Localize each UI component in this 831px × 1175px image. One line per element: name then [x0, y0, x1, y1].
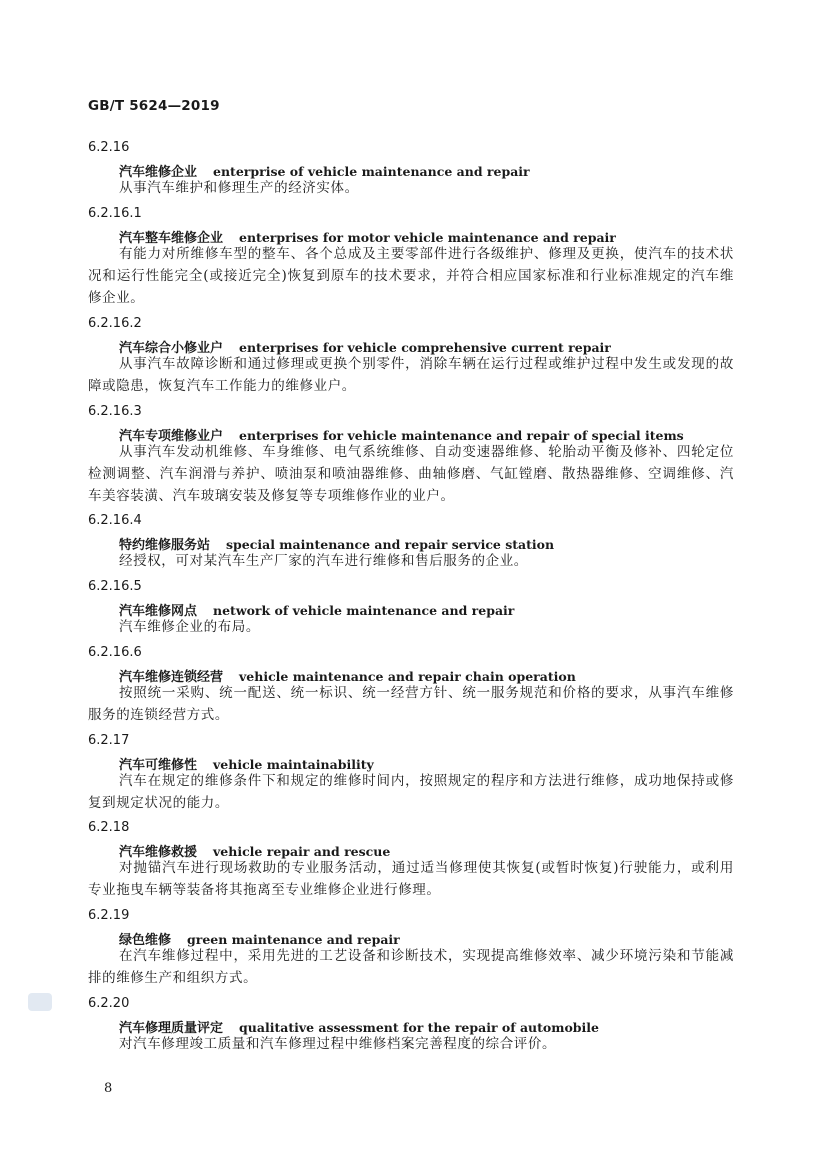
definition: 按照统一采购、统一配送、统一标识、统一经营方针、统一服务规范和价格的要求，从事汽车维修服务的连锁经营方式。 [88, 685, 734, 723]
term-english: special maintenance and repair service station [226, 537, 555, 552]
term-chinese: 汽车修理质量评定 [119, 1021, 224, 1036]
definition: 对抛锚汽车进行现场救助的专业服务活动，通过适当修理使其恢复(或暂时恢复)行驶能力，或利用专业拖曳车辆等装备将其拖离至专业维修企业进行修理。 [88, 860, 734, 898]
term-chinese: 汽车维修连锁经营 [119, 670, 224, 685]
definition: 经授权，可对某汽车生产厂家的汽车进行维修和售后服务的企业。 [119, 553, 528, 569]
definition: 对汽车修理竣工质量和汽车修理过程中维修档案完善程度的综合评价。 [119, 1036, 557, 1052]
watermark-logo-icon [28, 993, 52, 1011]
definition: 从事汽车维护和修理生产的经济实体。 [119, 180, 359, 196]
term-english: enterprises for vehicle maintenance and repair of special items [239, 428, 684, 443]
definition: 从事汽车故障诊断和通过修理或更换个别零件，消除车辆在运行过程或维护过程中发生或发现的故障或隐患，恢复汽车工作能力的维修业户。 [88, 356, 734, 394]
clause-number: 6.2.17 [88, 733, 130, 748]
term-chinese: 汽车整车维修企业 [119, 231, 224, 246]
definition: 汽车维修企业的布局。 [119, 619, 260, 635]
term-english: enterprises for vehicle comprehensive current repair [239, 340, 611, 355]
page-number: 8 [104, 1081, 113, 1096]
clause-number: 6.2.20 [88, 996, 130, 1011]
clause-number: 6.2.16.4 [88, 513, 142, 528]
term-english: enterprise of vehicle maintenance and repair [213, 164, 530, 179]
clause-number: 6.2.19 [88, 908, 130, 923]
clause-number: 6.2.16.2 [88, 316, 142, 331]
term-chinese: 特约维修服务站 [119, 538, 211, 553]
definition: 汽车在规定的维修条件下和规定的维修时间内，按照规定的程序和方法进行维修，成功地保持或修复到规定状况的能力。 [88, 773, 734, 811]
standard-code-header: GB/T 5624—2019 [88, 98, 220, 114]
term-english: network of vehicle maintenance and repair [213, 603, 515, 618]
definition: 从事汽车发动机维修、车身维修、电气系统维修、自动变速器维修、轮胎动平衡及修补、四轮定位检测调整、汽车润滑与养护、喷油泵和喷油器维修、曲轴修磨、气缸镗磨、散热器维修、空调维修、汽车美容装潢、汽车玻璃安装及修复等专项维修作业的业户。 [88, 444, 734, 504]
clause-number: 6.2.16.5 [88, 579, 142, 594]
term-chinese: 汽车专项维修业户 [119, 429, 224, 444]
term-chinese: 汽车综合小修业户 [119, 341, 224, 356]
term-chinese: 汽车维修企业 [119, 165, 198, 180]
term-english: vehicle repair and rescue [213, 844, 391, 859]
term-chinese: 绿色维修 [119, 933, 172, 948]
clause-number: 6.2.16 [88, 140, 130, 155]
definition: 有能力对所维修车型的整车、各个总成及主要零部件进行各级维护、修理及更换，使汽车的技术状况和运行性能完全(或接近完全)恢复到原车的技术要求，并符合相应国家标准和行业标准规定的汽车维修企业。 [88, 246, 734, 306]
term-chinese: 汽车维修网点 [119, 604, 198, 619]
clause-number: 6.2.16.6 [88, 645, 142, 660]
term-english: vehicle maintenance and repair chain operation [239, 669, 576, 684]
definition: 在汽车维修过程中，采用先进的工艺设备和诊断技术，实现提高维修效率、减少环境污染和节能减排的维修生产和组织方式。 [88, 948, 734, 986]
clause-number: 6.2.16.1 [88, 206, 142, 221]
term-english: qualitative assessment for the repair of automobile [239, 1020, 600, 1035]
term-english: vehicle maintainability [213, 757, 374, 772]
clause-number: 6.2.16.3 [88, 404, 142, 419]
term-chinese: 汽车维修救援 [119, 845, 198, 860]
term-chinese: 汽车可维修性 [119, 758, 198, 773]
term-english: green maintenance and repair [187, 932, 400, 947]
clause-number: 6.2.18 [88, 820, 130, 835]
term-english: enterprises for motor vehicle maintenance and repair [239, 230, 616, 245]
